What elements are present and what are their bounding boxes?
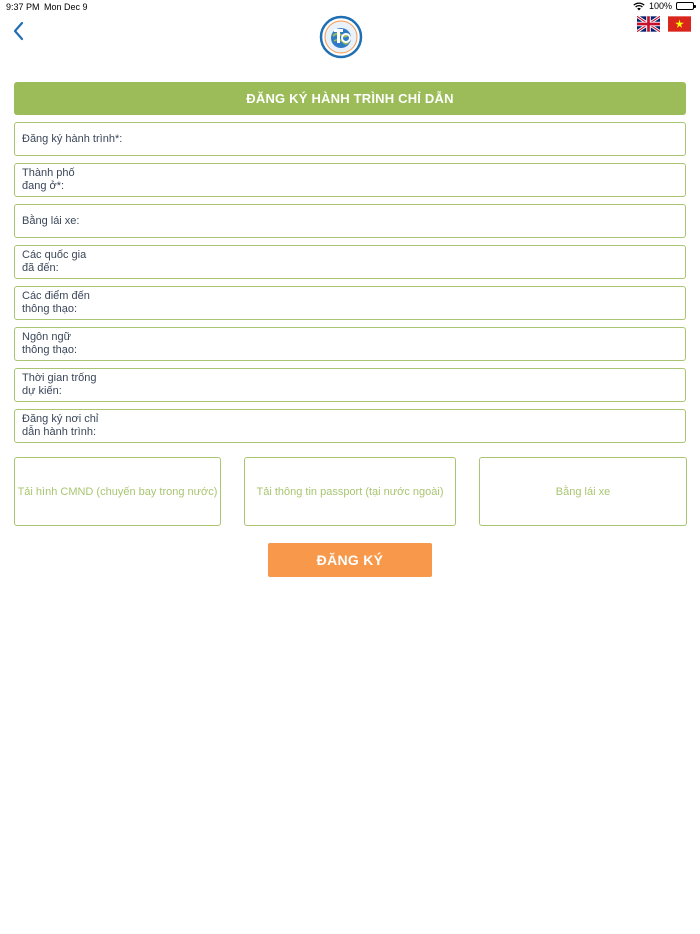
vietnam-flag-icon xyxy=(668,16,691,32)
languages-field[interactable] xyxy=(14,327,686,361)
upload-label: Bằng lái xe xyxy=(555,485,611,498)
upload-driver-license-button[interactable] xyxy=(479,457,687,526)
current-city-field[interactable] xyxy=(14,163,686,197)
driver-license-field[interactable] xyxy=(14,204,686,238)
register-button[interactable] xyxy=(268,543,432,577)
field-label: Đăng ký hành trình*: xyxy=(22,132,123,145)
chevron-left-icon xyxy=(10,20,28,42)
register-button-label: ĐĂNG KÝ xyxy=(316,552,384,568)
flag-vn-button[interactable] xyxy=(668,16,691,32)
countries-visited-field[interactable] xyxy=(14,245,686,279)
upload-label: Tải thông tin passport (tại nước ngoài) xyxy=(256,485,444,498)
upload-id-card-button[interactable] xyxy=(14,457,221,526)
status-time: 9:37 PM xyxy=(6,2,40,12)
flag-uk-button[interactable] xyxy=(637,16,660,32)
status-date: Mon Dec 9 xyxy=(44,2,88,12)
status-bar xyxy=(0,0,700,14)
field-label: Các điểm đến thông thạo: xyxy=(22,290,90,315)
field-label: Các quốc gia đã đến: xyxy=(22,249,87,274)
battery-icon xyxy=(676,2,694,10)
form-title: ĐĂNG KÝ HÀNH TRÌNH CHỈ DẪN xyxy=(246,91,454,106)
field-label: Ngôn ngữ thông thạo: xyxy=(22,331,78,356)
form-title-bar xyxy=(14,82,686,115)
field-label: Đăng ký nơi chỉ dẫn hành trình: xyxy=(22,413,99,438)
uk-flag-icon xyxy=(637,16,660,32)
back-button[interactable] xyxy=(10,20,28,42)
battery-percent: 100% xyxy=(648,1,672,11)
upload-passport-button[interactable] xyxy=(244,457,456,526)
field-label: Bằng lái xe: xyxy=(22,214,80,227)
upload-label: Tải hình CMND (chuyến bay trong nước) xyxy=(17,485,218,498)
guide-location-field[interactable] xyxy=(14,409,686,443)
availability-field[interactable] xyxy=(14,368,686,402)
journey-registration-field[interactable] xyxy=(14,122,686,156)
status-indicators xyxy=(633,1,694,11)
travel-logo-icon xyxy=(319,15,363,59)
app-logo xyxy=(319,15,363,59)
field-label: Thời gian trống dự kiến: xyxy=(22,372,97,397)
familiar-destinations-field[interactable] xyxy=(14,286,686,320)
wifi-icon xyxy=(633,2,645,11)
field-label: Thành phố đang ở*: xyxy=(22,167,75,192)
